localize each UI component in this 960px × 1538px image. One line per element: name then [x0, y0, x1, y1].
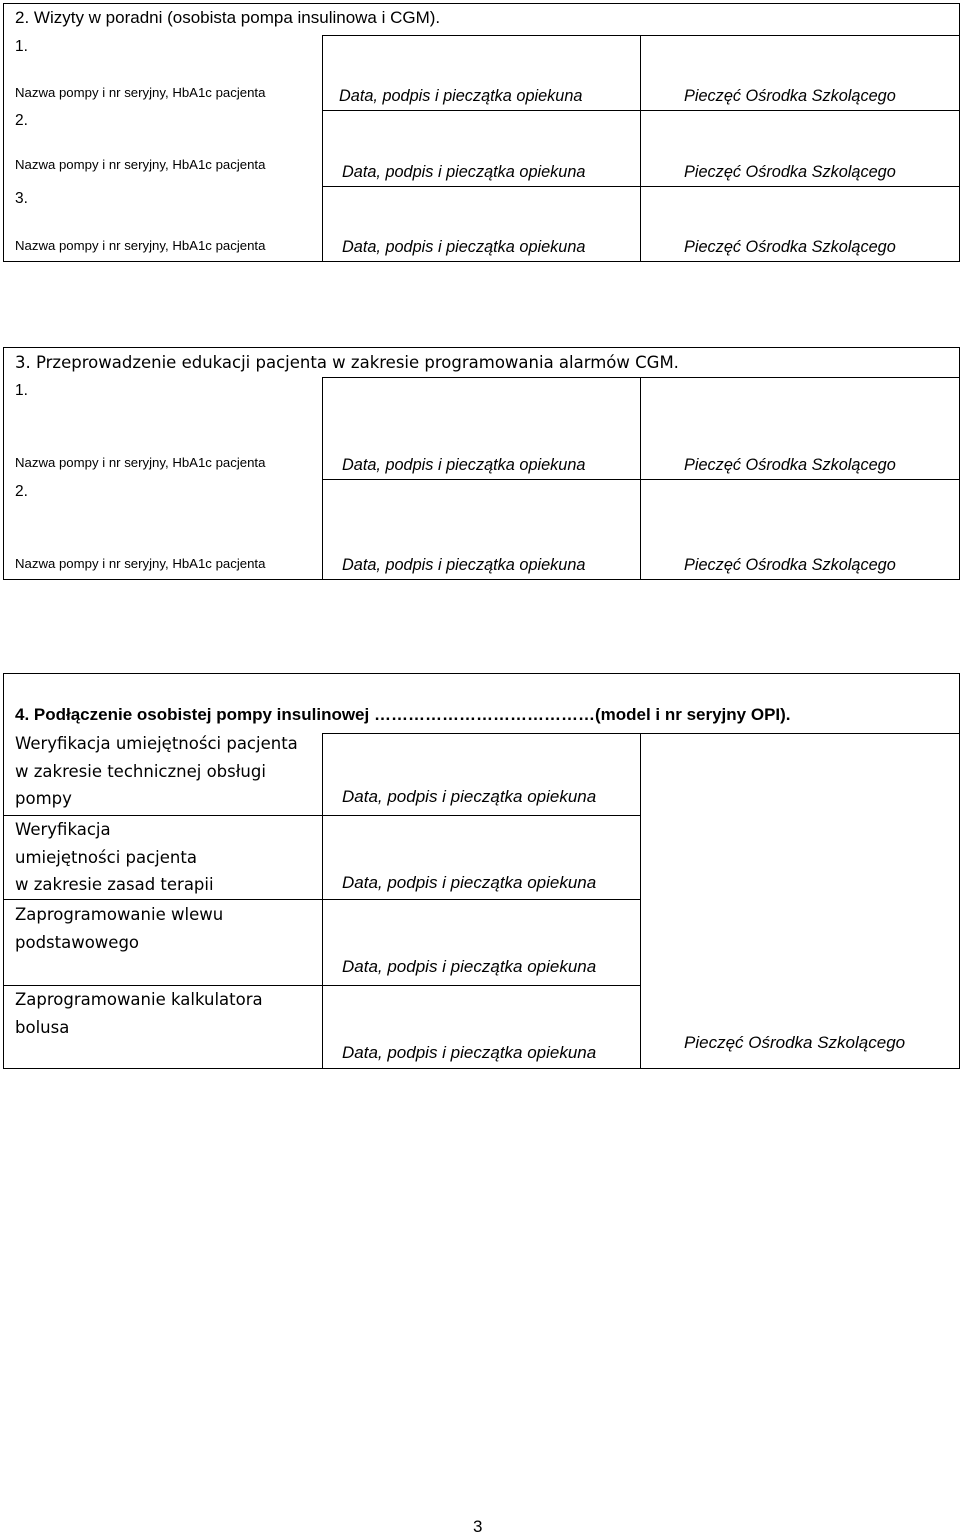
section-3-pump-label: Nazwa pompy i nr seryjny, HbA1c pacjenta	[15, 455, 266, 470]
section-4-title: 4. Podłączenie osobistej pompy insulinowej …………………………………(model i nr seryjny OPI).	[15, 705, 791, 724]
section-4-stamp-label: Pieczęć Ośrodka Szkolącego	[684, 1033, 906, 1052]
section-4-header-divider	[322, 733, 960, 734]
section-2-stamp-label: Pieczęć Ośrodka Szkolącego	[684, 87, 896, 105]
section-4-caregiver-label: Data, podpis i pieczątka opiekuna	[342, 1043, 597, 1062]
section-2-header-divider	[322, 35, 960, 36]
section-4-row-divider	[3, 899, 641, 900]
section-2-pump-label: Nazwa pompy i nr seryjny, HbA1c pacjenta	[15, 238, 266, 253]
section-4-task-label: Weryfikacja umiejętności pacjenta w zakresie technicznej obsługi pompy	[15, 734, 298, 808]
section-4-col-divider-2	[640, 733, 641, 1069]
section-3-header-divider	[322, 377, 960, 378]
section-3-title: 3. Przeprowadzenie edukacji pacjenta w zakresie programowania alarmów CGM.	[15, 353, 679, 372]
section-3-row-number: 2.	[15, 483, 28, 500]
section-2-col-divider-2	[640, 35, 641, 262]
section-3-row-number: 1.	[15, 382, 28, 399]
section-3-row-divider	[322, 479, 960, 480]
page-number: 3	[473, 1517, 483, 1536]
section-2-row-divider	[322, 186, 960, 187]
section-2-caregiver-label: Data, podpis i pieczątka opiekuna	[339, 87, 583, 105]
section-2-title: 2. Wizyty w poradni (osobista pompa insulinowa i CGM).	[15, 8, 441, 27]
section-2-row-divider	[322, 110, 960, 111]
section-2-stamp-label: Pieczęć Ośrodka Szkolącego	[684, 163, 896, 181]
section-2-row-number: 3.	[15, 190, 28, 207]
section-3-stamp-label: Pieczęć Ośrodka Szkolącego	[684, 556, 896, 574]
section-4-task-label: Zaprogramowanie wlewu podstawowego	[15, 905, 224, 952]
section-4-caregiver-label: Data, podpis i pieczątka opiekuna	[342, 787, 597, 806]
section-4-task-label: Weryfikacja umiejętności pacjenta w zakresie zasad terapii	[15, 820, 214, 894]
section-4-caregiver-label: Data, podpis i pieczątka opiekuna	[342, 957, 597, 976]
section-2-stamp-label: Pieczęć Ośrodka Szkolącego	[684, 238, 896, 256]
section-2-table	[3, 3, 960, 262]
section-2-row-number: 2.	[15, 112, 28, 129]
section-3-stamp-label: Pieczęć Ośrodka Szkolącego	[684, 456, 896, 474]
section-3-caregiver-label: Data, podpis i pieczątka opiekuna	[342, 556, 586, 574]
section-3-pump-label: Nazwa pompy i nr seryjny, HbA1c pacjenta	[15, 556, 266, 571]
section-4-caregiver-label: Data, podpis i pieczątka opiekuna	[342, 873, 597, 892]
section-2-caregiver-label: Data, podpis i pieczątka opiekuna	[342, 163, 586, 181]
section-4-col-divider-1	[322, 733, 323, 1069]
section-2-caregiver-label: Data, podpis i pieczątka opiekuna	[342, 238, 586, 256]
section-2-row-number: 1.	[15, 38, 28, 55]
section-4-task-label: Zaprogramowanie kalkulatora bolusa	[15, 990, 263, 1037]
section-2-pump-label: Nazwa pompy i nr seryjny, HbA1c pacjenta	[15, 85, 266, 100]
section-2-col-divider-1	[322, 35, 323, 262]
section-2-pump-label: Nazwa pompy i nr seryjny, HbA1c pacjenta	[15, 157, 266, 172]
section-3-caregiver-label: Data, podpis i pieczątka opiekuna	[342, 456, 586, 474]
